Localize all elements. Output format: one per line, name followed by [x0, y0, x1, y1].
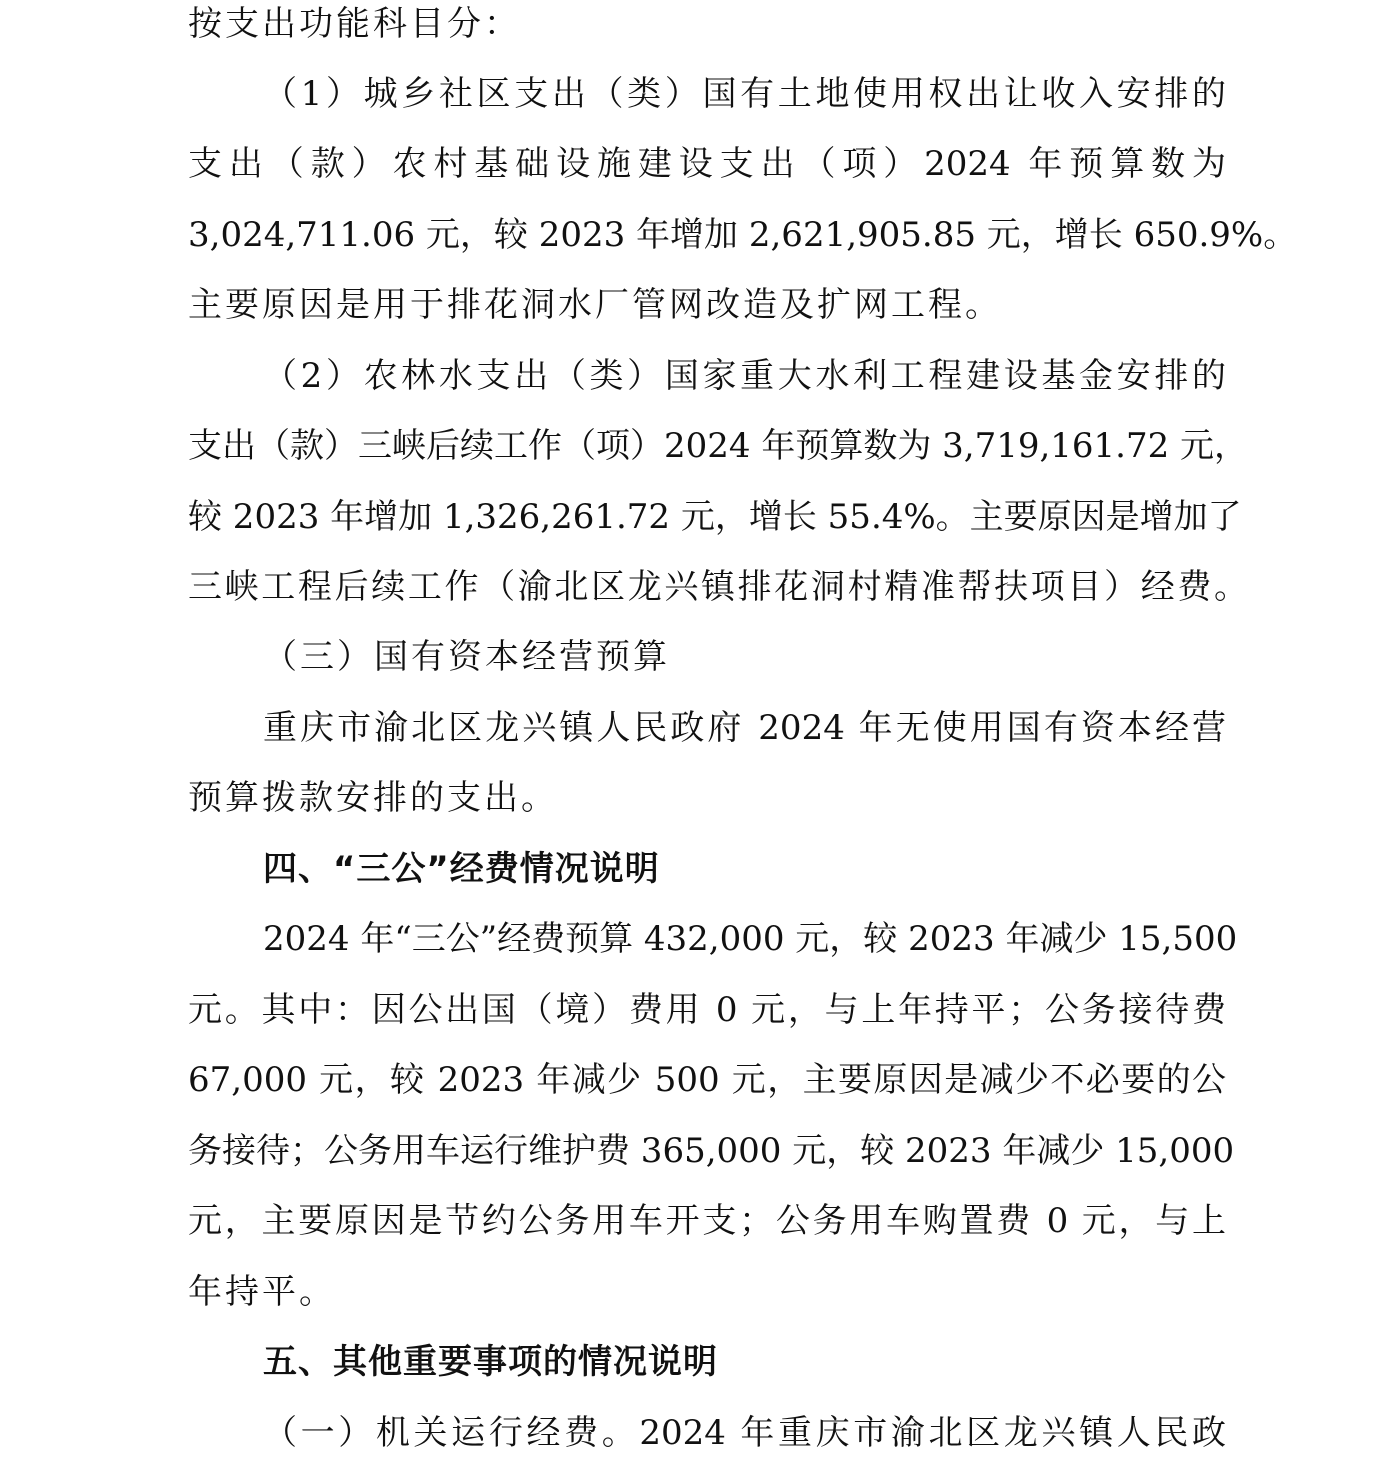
paragraph-line: （2）农林水支出（类）国家重大水利工程建设基金安排的	[263, 356, 1226, 396]
paragraph-line: 3,024,711.06 元，较 2023 年增加 2,621,905.85 元，增长 650.9%。	[188, 215, 1298, 255]
paragraph-line: 三峡工程后续工作（渝北区龙兴镇排花洞村精准帮扶项目）经费。	[188, 567, 1248, 607]
paragraph-line: 重庆市渝北区龙兴镇人民政府 2024 年无使用国有资本经营	[263, 708, 1226, 748]
paragraph-line: 年持平。	[188, 1272, 336, 1312]
section-heading: （三）国有资本经营预算	[263, 637, 670, 677]
paragraph-line: 按支出功能科目分：	[188, 4, 521, 44]
paragraph-line: 支出（款）农村基础设施建设支出（项）2024 年预算数为	[188, 144, 1226, 184]
paragraph-line: （一）机关运行经费。2024 年重庆市渝北区龙兴镇人民政	[263, 1413, 1226, 1453]
paragraph-line: 元，主要原因是节约公务用车开支；公务用车购置费 0 元，与上	[188, 1201, 1226, 1241]
paragraph-line: 支出（款）三峡后续工作（项）2024 年预算数为 3,719,161.72 元，	[188, 426, 1249, 466]
paragraph-line: 务接待；公务用车运行维护费 365,000 元，较 2023 年减少 15,000	[188, 1131, 1235, 1171]
paragraph-line: 预算拨款安排的支出。	[188, 778, 558, 818]
paragraph-line: 较 2023 年增加 1,326,261.72 元，增长 55.4%。主要原因是增加了	[188, 497, 1242, 537]
paragraph-line: 67,000 元，较 2023 年减少 500 元，主要原因是减少不必要的公	[188, 1060, 1226, 1100]
section-heading: 四、“三公”经费情况说明	[263, 849, 660, 889]
section-heading: 五、其他重要事项的情况说明	[263, 1342, 718, 1382]
paragraph-line: 主要原因是用于排花洞水厂管网改造及扩网工程。	[188, 285, 1002, 325]
paragraph-line: 2024 年“三公”经费预算 432,000 元，较 2023 年减少 15,500	[263, 919, 1238, 959]
paragraph-line: （1）城乡社区支出（类）国有土地使用权出让收入安排的	[263, 74, 1226, 114]
paragraph-line: 元。其中：因公出国（境）费用 0 元，与上年持平；公务接待费	[188, 990, 1226, 1030]
